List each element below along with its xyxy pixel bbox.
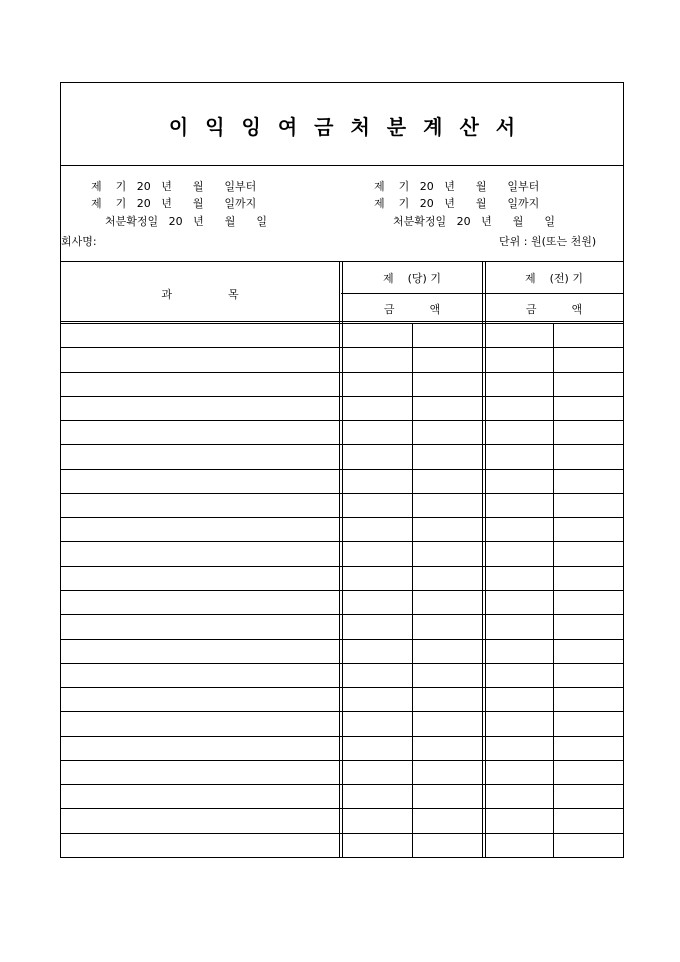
table-row xyxy=(61,541,623,565)
table-row xyxy=(61,590,623,614)
current-period-to: 제 기 20 년 월 일까지 xyxy=(91,197,257,210)
table-row xyxy=(61,566,623,590)
table-row xyxy=(61,663,623,687)
document-title: 이익잉여금처분계산서 xyxy=(168,115,533,139)
table-row xyxy=(61,614,623,638)
previous-period-from: 제 기 20 년 월 일부터 xyxy=(374,180,540,193)
table-row xyxy=(61,833,623,857)
table-row xyxy=(61,396,623,420)
table-row xyxy=(61,784,623,808)
table-row xyxy=(61,493,623,517)
table-row xyxy=(61,687,623,711)
table-row xyxy=(61,347,623,371)
current-period-from: 제 기 20 년 월 일부터 xyxy=(91,180,257,193)
current-period-header: 제 (당) 기 xyxy=(383,272,441,285)
previous-period-to: 제 기 20 년 월 일까지 xyxy=(374,197,540,210)
table-row xyxy=(61,469,623,493)
table-row xyxy=(61,444,623,468)
table-row xyxy=(61,639,623,663)
unit-label: 단위 : 원(또는 천원) xyxy=(499,235,597,248)
company-name-label: 회사명: xyxy=(61,235,97,248)
previous-amount-header: 금 액 xyxy=(525,303,583,316)
table-row xyxy=(61,711,623,735)
table-row xyxy=(61,372,623,396)
account-header: 과 목 xyxy=(161,288,239,301)
form-frame xyxy=(60,82,624,858)
table-row xyxy=(61,323,623,347)
current-amount-header: 금 액 xyxy=(383,303,441,316)
table-row xyxy=(61,736,623,760)
previous-period-header: 제 (전) 기 xyxy=(525,272,583,285)
table-row xyxy=(61,420,623,444)
current-confirm-date: 처분확정일 20 년 월 일 xyxy=(105,215,267,228)
table-row xyxy=(61,808,623,832)
previous-confirm-date: 처분확정일 20 년 월 일 xyxy=(393,215,555,228)
table-row xyxy=(61,517,623,541)
divider xyxy=(61,165,623,166)
table-row xyxy=(61,760,623,784)
